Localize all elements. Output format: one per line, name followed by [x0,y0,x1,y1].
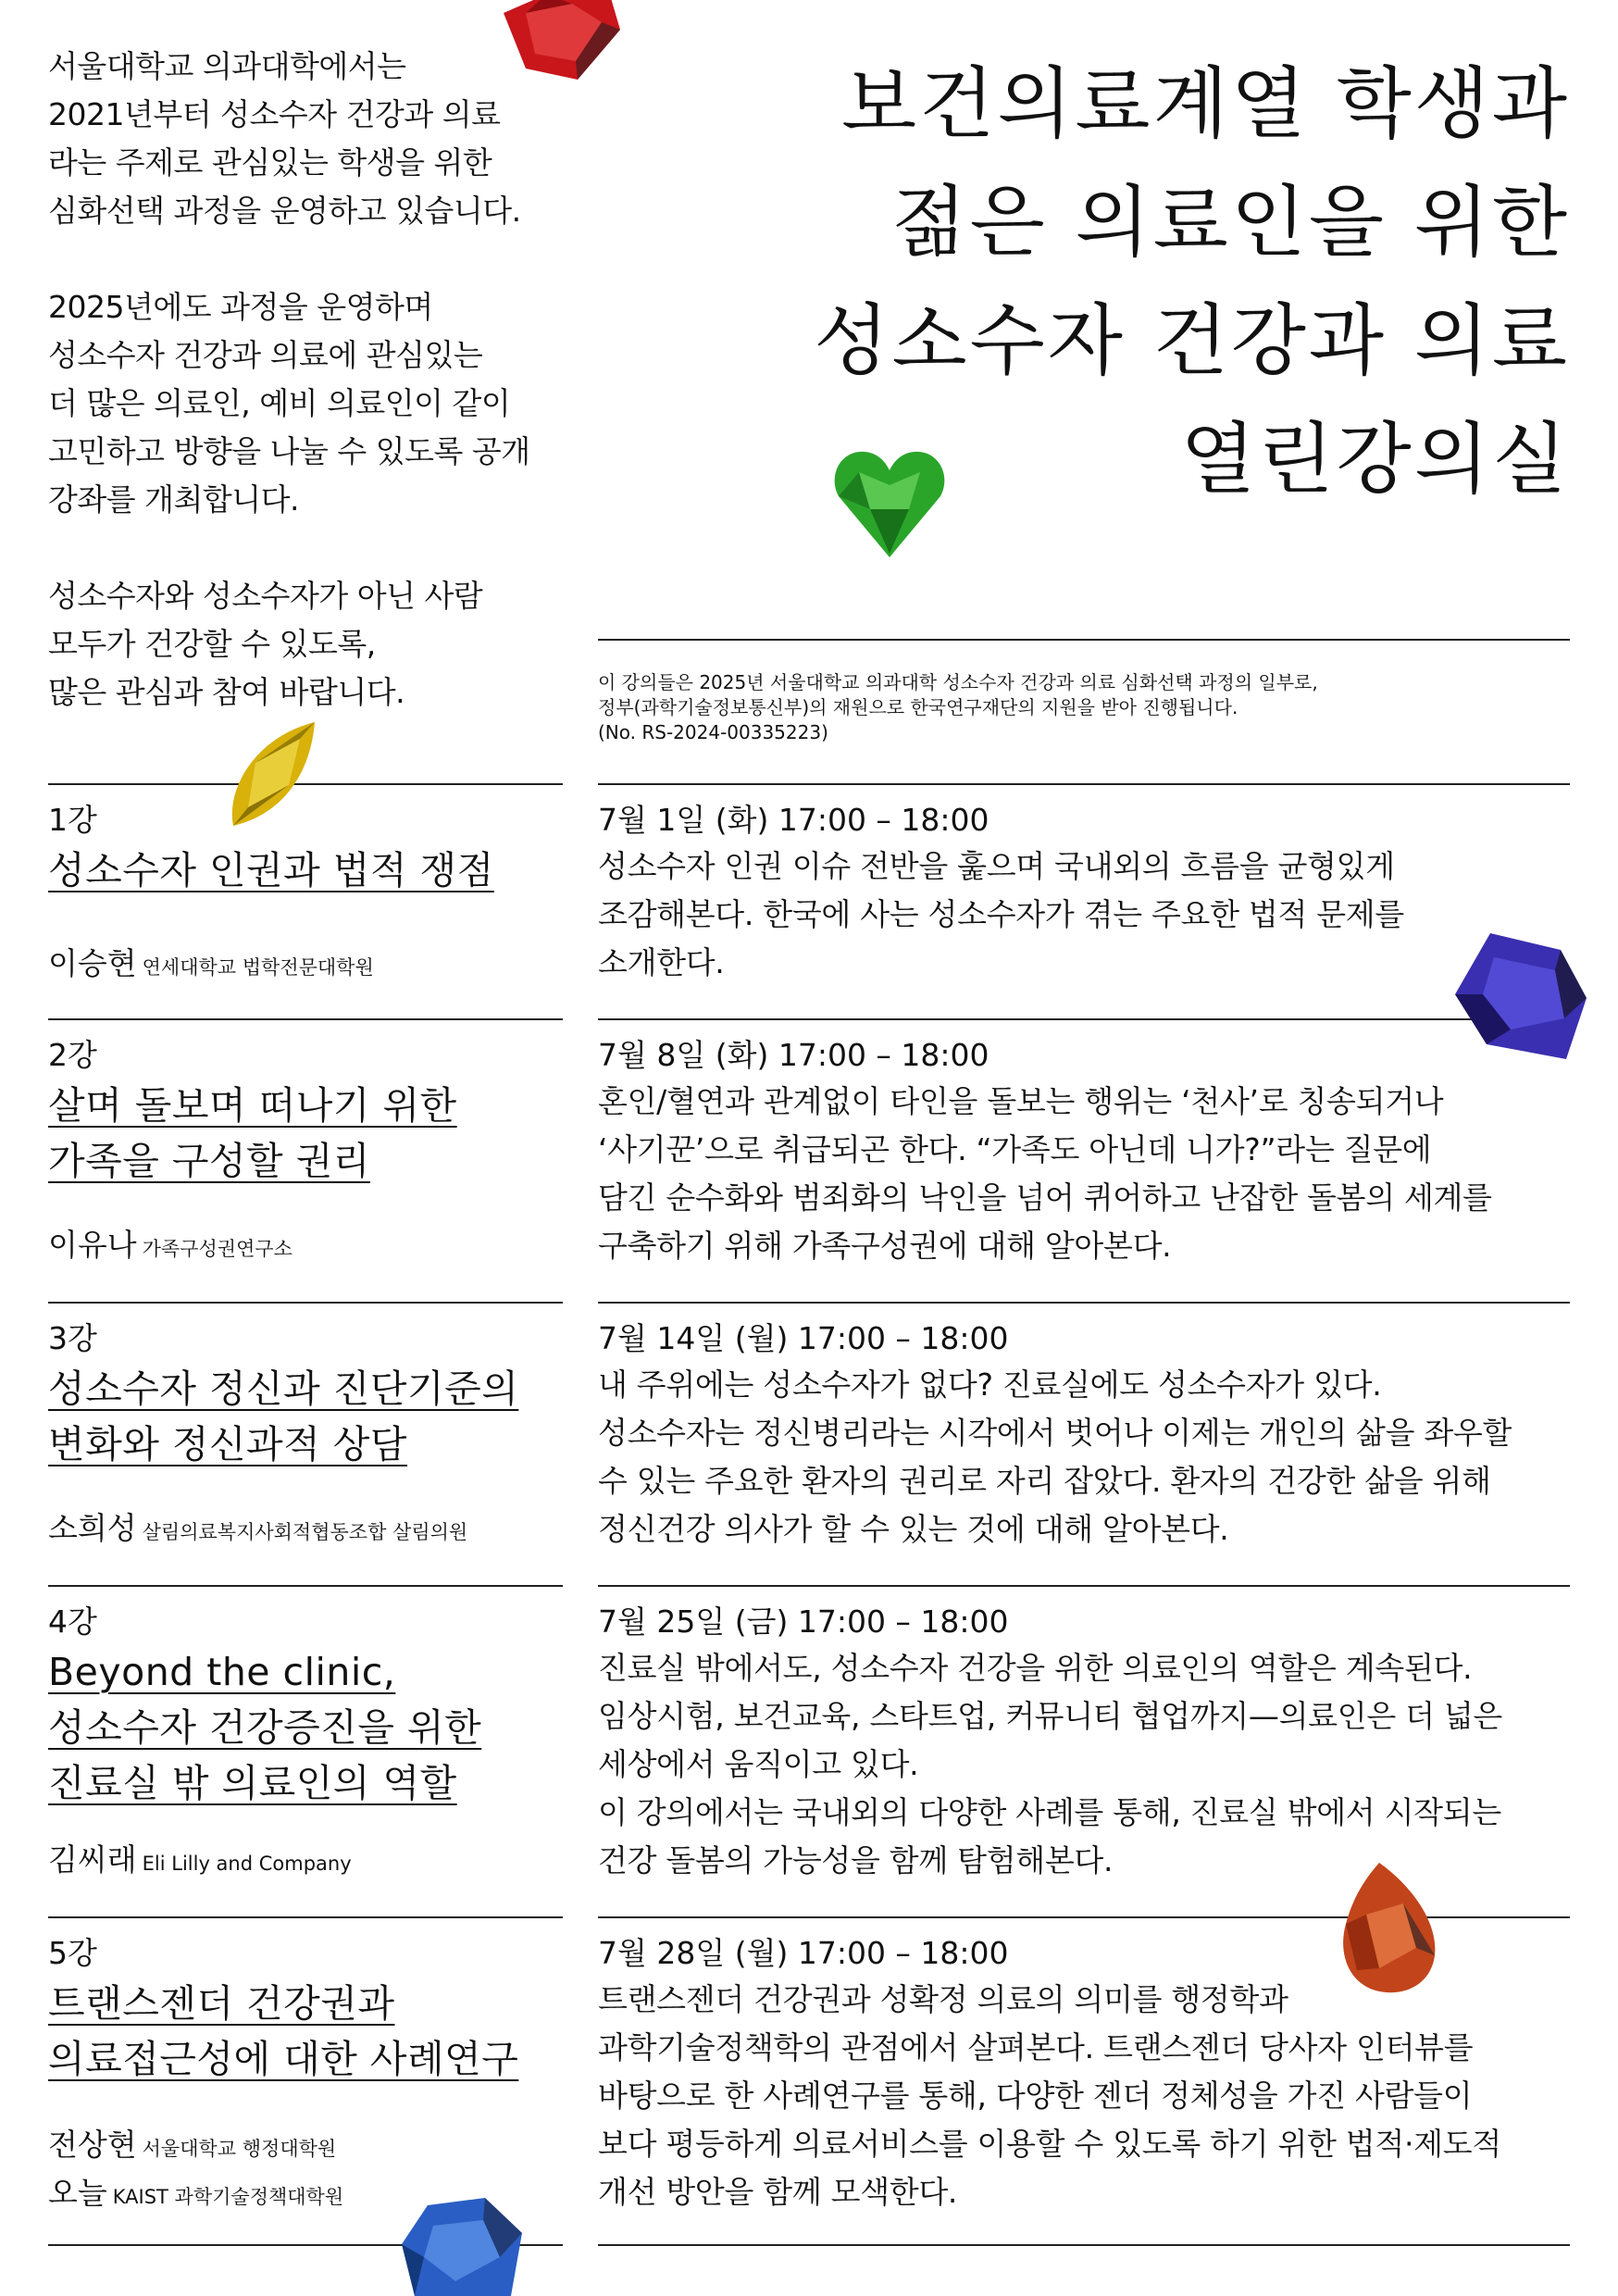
lecture-5-date: 7월 28일 (월) 17:00 – 18:00 [598,1935,1009,1971]
divider [48,1302,563,1304]
intro-text [48,43,585,765]
speaker-name: 김씨래 [48,1841,137,1878]
lecture-3-description: 내 주위에는 성소수자가 없다? 진료실에도 성소수자가 있다. 성소수자는 정신병리라는 시각에서 벗어나 이제는 개인의 삶을 좌우할 수 있는 주요한 환자의 권리로 자리 잡았다. 환자의 건강한 삶을 위해 정신건강 의사가 할 수 있는 것에 대해 알아본다. [598,1366,1512,1547]
speaker-affiliation: 서울대학교 행정대학원 [142,2138,337,2160]
speaker-name: 이승현 [48,945,137,981]
lecture-4-date: 7월 25일 (금) 17:00 – 18:00 [598,1603,1009,1640]
divider [598,639,1570,641]
lecture-2-date: 7월 8일 (화) 17:00 – 18:00 [598,1037,989,1073]
speaker-name: 이유나 [48,1227,137,1263]
intro-paragraph-2: 2025년에도 과정을 운영하며 성소수자 건강과 의료에 관심있는 더 많은 의료인, 예비 의료인이 같이 고민하고 방향을 나눌 수 있도록 공개 강좌를 개최합니다. [48,289,530,518]
lecture-1-number: 1강 [48,802,97,838]
divider [48,1018,563,1020]
intro-paragraph-3: 성소수자와 성소수자가 아닌 사람 모두가 건강할 수 있도록, 많은 관심과 참여 바랍니다. [48,578,483,710]
blue-gem-icon [400,2192,526,2296]
lecture-4-number: 4강 [48,1603,97,1640]
divider [598,1018,1570,1020]
lecture-4-title: Beyond the clinic, 성소수자 건강증진을 위한 진료실 밖 의료인의 역할 [48,1650,482,1805]
speaker-affiliation: 가족구성권연구소 [142,1238,292,1260]
speaker-affiliation: KAIST 과학기술정책대학원 [112,2186,344,2208]
lecture-5-number: 5강 [48,1935,97,1971]
red-gem-icon [498,0,624,83]
lecture-4-speaker [48,1839,352,1885]
lecture-1-speaker [48,942,374,989]
yellow-gem-icon [222,718,326,830]
lecture-1-date: 7월 1일 (화) 17:00 – 18:00 [598,802,989,838]
intro-paragraph-1: 서울대학교 의과대학에서는 2021년부터 성소수자 건강과 의료 라는 주제로 관심있는 학생을 위한 심화선택 과정을 운영하고 있습니다. [48,48,521,229]
speaker-name: 전상현 [48,2127,137,2163]
lecture-2-number: 2강 [48,1037,97,1073]
speaker-name: 소희성 [48,1510,137,1546]
funding-note: 이 강의들은 2025년 서울대학교 의과대학 성소수자 건강과 의료 심화선택 과정의 일부로, 정부(과학기술정보통신부)의 재원으로 한국연구재단의 지원을 받아 진행됩니다. (No. RS-2024-00335223) [598,671,1318,743]
speaker-affiliation: Eli Lilly and Company [142,1853,352,1875]
speaker-affiliation: 살림의료복지사회적협동조합 살림의원 [142,1521,468,1543]
lecture-4-description: 진료실 밖에서도, 성소수자 건강을 위한 의료인의 역할은 계속된다. 임상시험, 보건교육, 스타트업, 커뮤니티 협업까지—의료인은 더 넓은 세상에서 움직이고 있다. 이 강의에서는 국내외의 다양한 사례를 통해, 진료실 밖에서 시작되는 건강 돌봄의 가능성을 함께 탐험해본다. [598,1650,1503,1878]
lecture-3-date: 7월 14일 (월) 17:00 – 18:00 [598,1320,1009,1356]
divider [48,1585,563,1587]
lecture-3-title: 성소수자 정신과 진단기준의 변화와 정신과적 상담 [48,1366,519,1466]
green-gem-icon [831,444,948,559]
lecture-5-speaker-2 [48,2172,343,2218]
divider [598,2244,1570,2246]
lecture-1-description: 성소수자 인권 이슈 전반을 훑으며 국내외의 흐름을 균형있게 조감해본다. 한국에 사는 성소수자가 겪는 주요한 법적 문제를 소개한다. [598,848,1404,980]
divider [598,1302,1570,1304]
lecture-3-number: 3강 [48,1320,97,1356]
orange-gem-icon [1338,1859,1440,1998]
lecture-5-description: 트랜스젠더 건강권과 성확정 의료의 의미를 행정학과 과학기술정책학의 관점에서 살펴본다. 트랜스젠더 당사자 인터뷰를 바탕으로 한 사례연구를 통해, 다양한 젠더 정체성을 가진 사람들이 보다 평등하게 의료서비스를 이용할 수 있도록 하기 위한 법적·제도적 개선 방안을 함께 모색한다. [598,1981,1501,2210]
lecture-3-speaker [48,1507,467,1554]
purple-gem-icon [1450,930,1588,1065]
divider [598,783,1570,785]
lecture-2-description: 혼인/혈연과 관계없이 타인을 돌보는 행위는 ‘천사’로 칭송되거나 ‘사기꾼’으로 취급되곤 한다. “가족도 아닌데 니가?”라는 질문에 담긴 순수화와 범죄화의 낙인을 넘어 퀴어하고 난잡한 돌봄의 세계를 구축하기 위해 가족구성권에 대해 알아본다. [598,1083,1492,1264]
lecture-2-title: 살며 돌보며 떠나기 위한 가족을 구성할 권리 [48,1083,457,1183]
lecture-5-speaker-1 [48,2124,336,2170]
poster-title: 보건의료계열 학생과 젊은 의료인을 위한 성소수자 건강과 의료 열린강의실 [814,58,1570,505]
divider [598,1585,1570,1587]
lecture-5-title: 트랜스젠더 건강권과 의료접근성에 대한 사례연구 [48,1981,519,2081]
speaker-name: 오늘 [48,2175,107,2211]
lecture-1-title: 성소수자 인권과 법적 쟁점 [48,848,494,892]
divider [48,1916,563,1918]
speaker-affiliation: 연세대학교 법학전문대학원 [142,956,374,979]
lecture-2-speaker [48,1224,292,1270]
